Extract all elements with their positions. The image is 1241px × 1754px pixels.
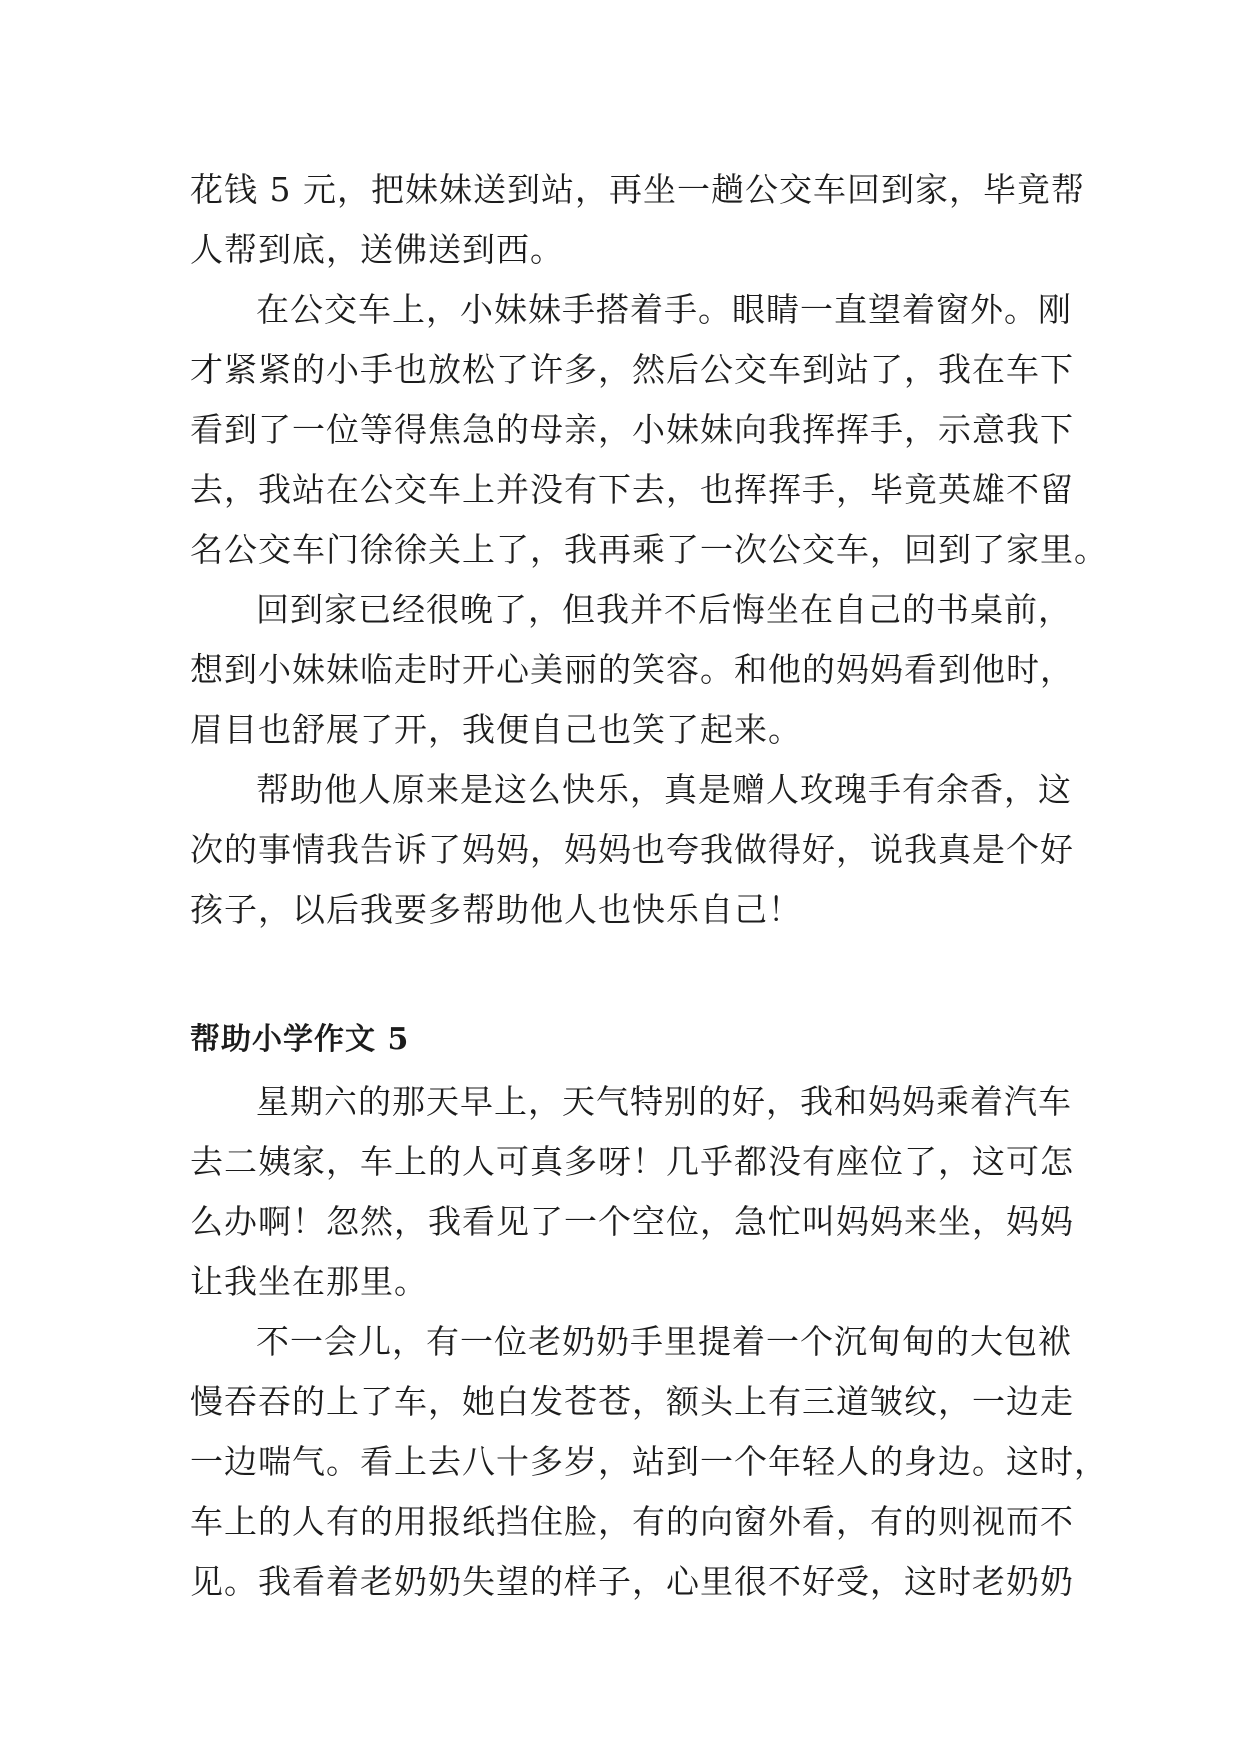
text-line: 一边喘气。看上去八十多岁，站到一个年轻人的身边。这时， xyxy=(190,1442,1108,1481)
paragraph-3 xyxy=(190,580,1074,760)
text-line: 慢吞吞的上了车，她白发苍苍，额头上有三道皱纹，一边走 xyxy=(190,1382,1074,1421)
text-line: 眉目也舒展了开，我便自己也笑了起来。 xyxy=(190,710,802,749)
text-line: 想到小妹妹临走时开心美丽的笑容。和他的妈妈看到他时， xyxy=(190,650,1074,689)
text-line: 才紧紧的小手也放松了许多，然后公交车到站了，我在车下 xyxy=(190,350,1074,389)
text-line: 在公交车上，小妹妹手搭着手。眼睛一直望着窗外。刚 xyxy=(256,290,1072,329)
paragraph-6 xyxy=(190,1312,1108,1612)
text-line: 么办啊！忽然，我看见了一个空位，急忙叫妈妈来坐，妈妈 xyxy=(190,1202,1074,1241)
text-line: 人帮到底，送佛送到西。 xyxy=(190,230,564,269)
text-line: 回到家已经很晚了，但我并不后悔坐在自己的书桌前， xyxy=(256,590,1072,629)
text-line: 名公交车门徐徐关上了，我再乘了一次公交车，回到了家里。 xyxy=(190,530,1108,569)
text-line: 孩子，以后我要多帮助他人也快乐自己！ xyxy=(190,890,802,929)
section-heading: 帮助小学作文 5 xyxy=(190,1022,410,1057)
text-line: 不一会儿，有一位老奶奶手里提着一个沉甸甸的大包袱 xyxy=(256,1322,1072,1361)
text-line: 让我坐在那里。 xyxy=(190,1262,428,1301)
text-line: 看到了一位等得焦急的母亲，小妹妹向我挥挥手，示意我下 xyxy=(190,410,1074,449)
paragraph-2 xyxy=(190,280,1108,580)
text-line: 花钱 5 元，把妹妹送到站，再坐一趟公交车回到家，毕竟帮 xyxy=(190,170,1085,209)
text-line: 车上的人有的用报纸挡住脸，有的向窗外看，有的则视而不 xyxy=(190,1502,1074,1541)
paragraph-5 xyxy=(190,1072,1074,1312)
paragraph-4 xyxy=(190,760,1074,940)
paragraph-1 xyxy=(190,160,1085,280)
text-line: 去二姨家，车上的人可真多呀！几乎都没有座位了，这可怎 xyxy=(190,1142,1074,1181)
text-line: 见。我看着老奶奶失望的样子，心里很不好受，这时老奶奶 xyxy=(190,1562,1074,1601)
text-line: 去，我站在公交车上并没有下去，也挥挥手，毕竟英雄不留 xyxy=(190,470,1074,509)
document-body xyxy=(190,160,1108,1612)
text-line: 次的事情我告诉了妈妈，妈妈也夸我做得好，说我真是个好 xyxy=(190,830,1074,869)
text-line: 帮助他人原来是这么快乐，真是赠人玫瑰手有余香，这 xyxy=(256,770,1072,809)
text-line: 星期六的那天早上，天气特别的好，我和妈妈乘着汽车 xyxy=(256,1082,1072,1121)
